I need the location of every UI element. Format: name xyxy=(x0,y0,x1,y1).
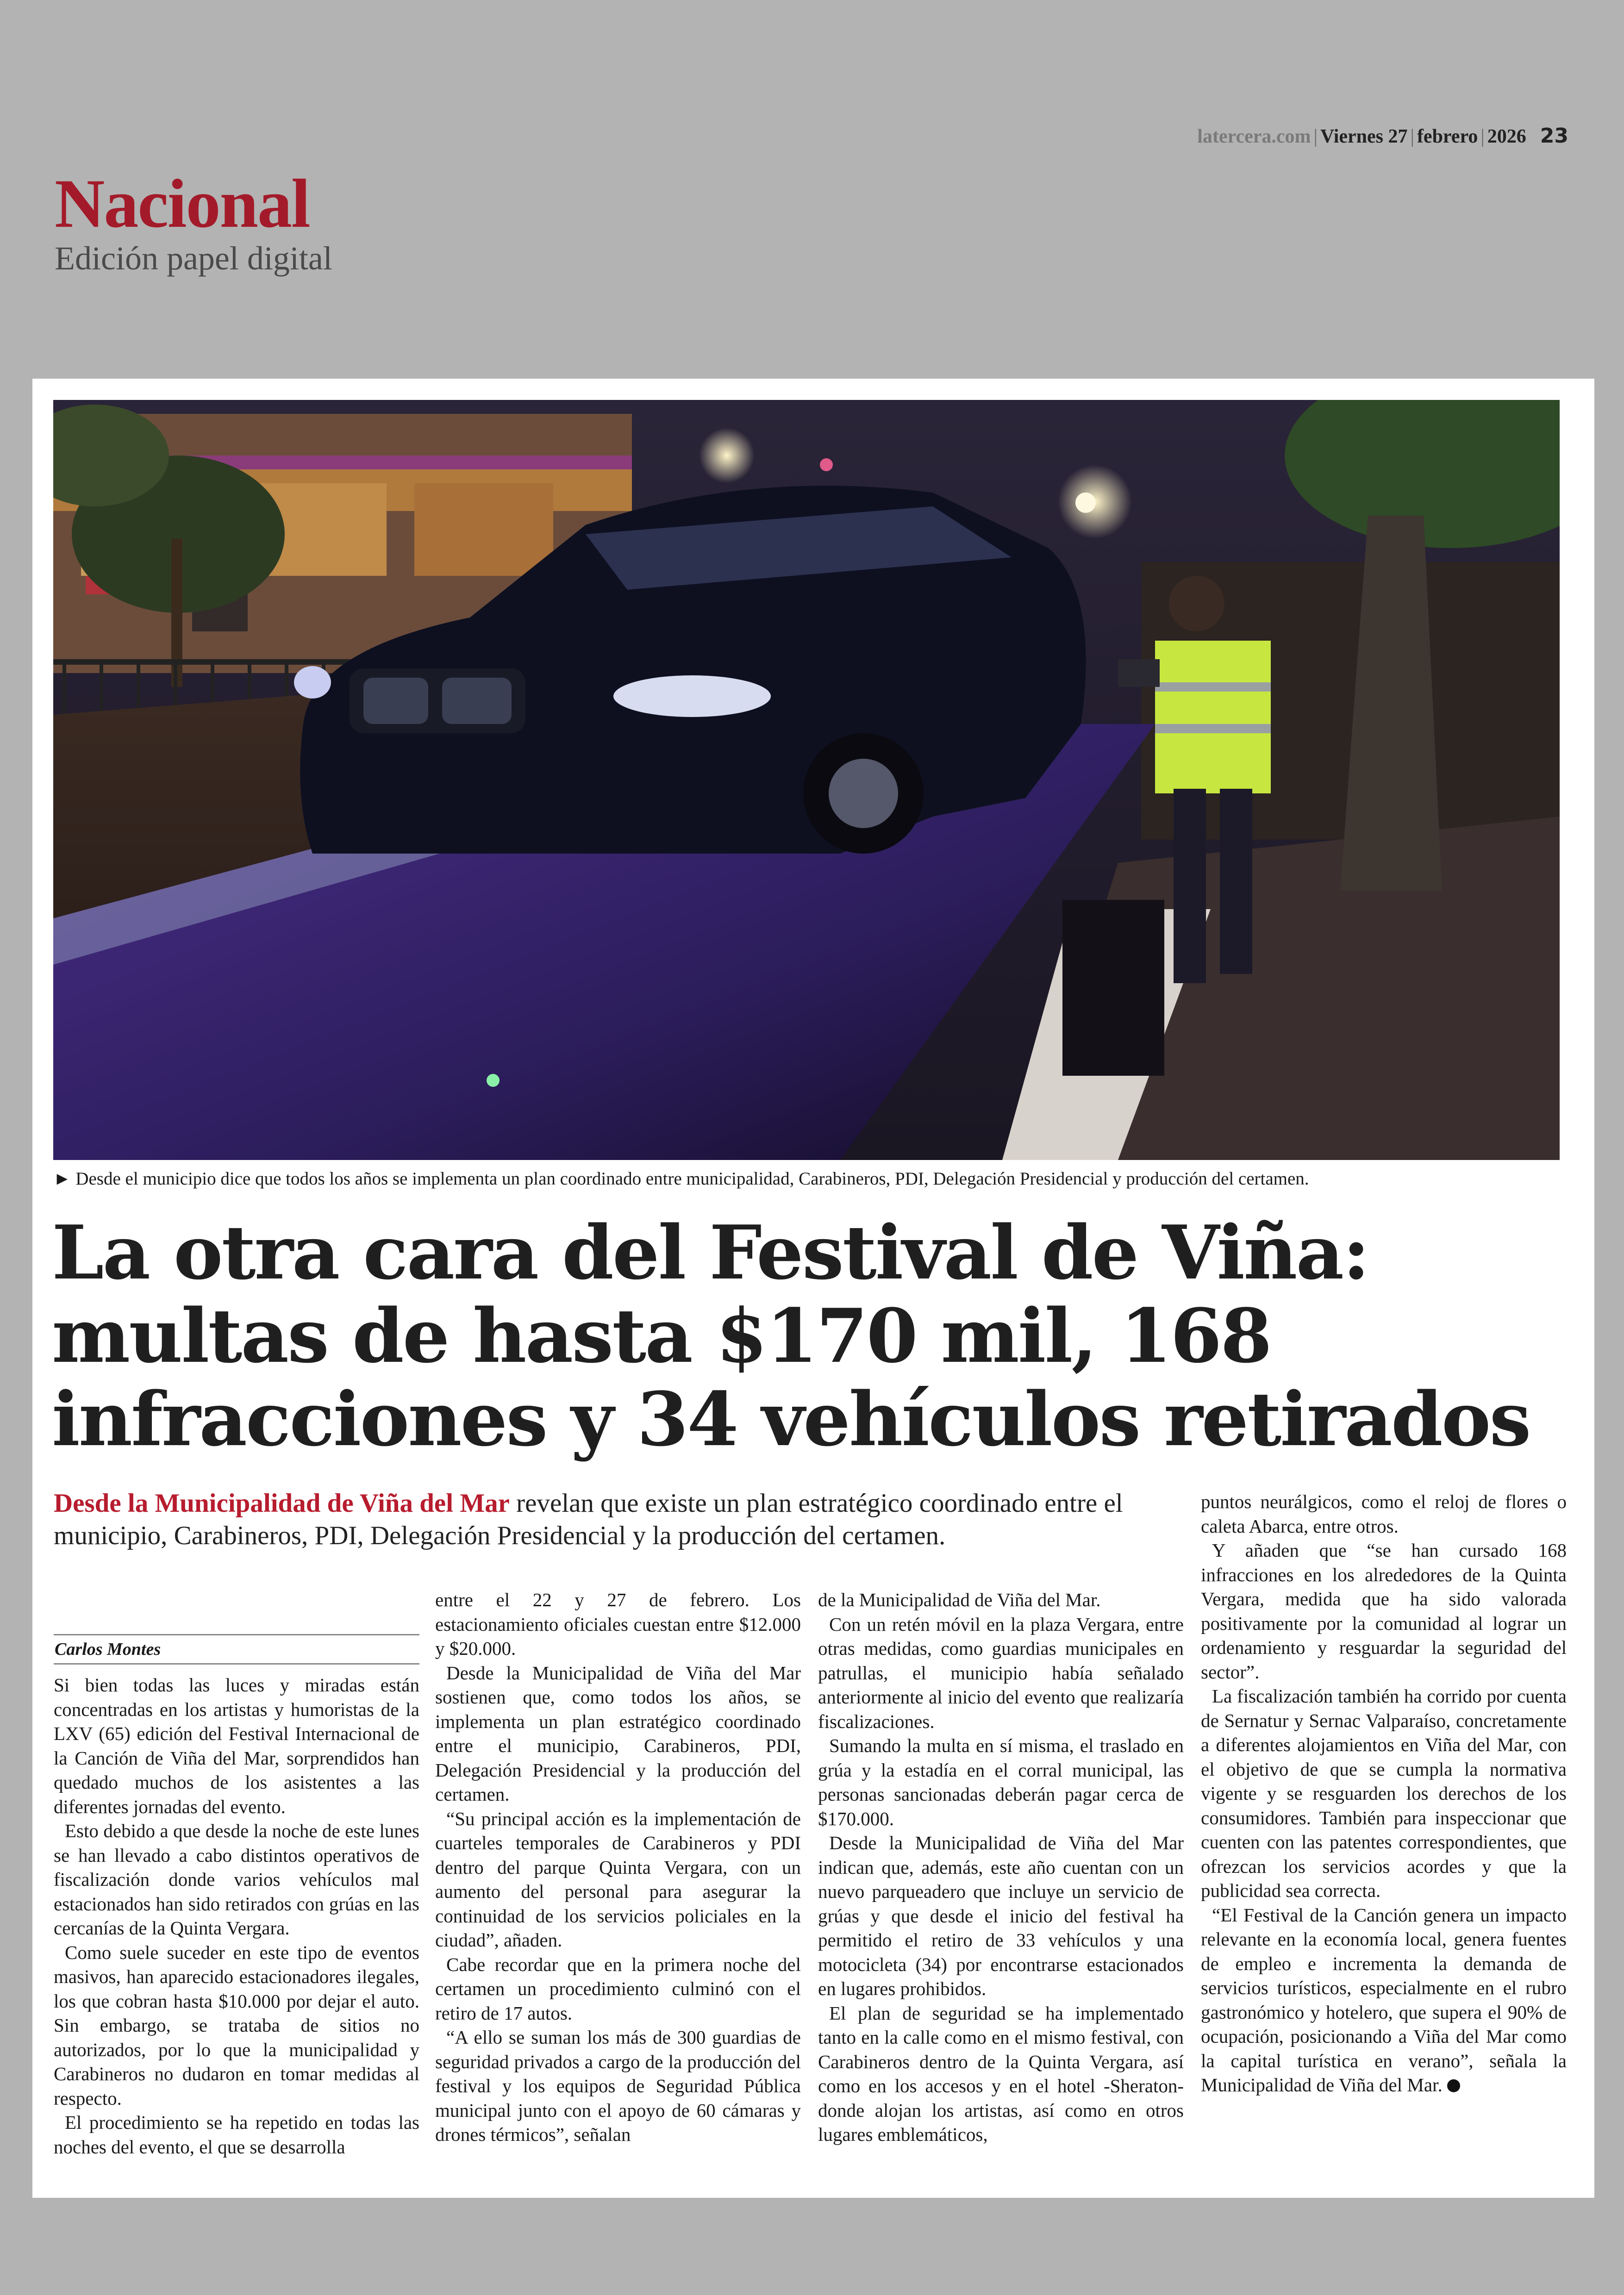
article-headline: La otra cara del Festival de Viña: multas de hasta $170 mil, 168 infracciones y 34 vehículos retirados xyxy=(52,1209,1530,1463)
page-number: 23 xyxy=(1540,124,1568,148)
paragraph: Desde la Municipalidad de Viña del Mar sostienen que, como todos los años, se implementa un plan estratégico coordinado entre el municipio, Carabineros, PDI, Delegación Presidencial y la producción del certamen. xyxy=(435,1662,801,1805)
deck-lead: Desde la Municipalidad de Viña del Mar xyxy=(54,1489,510,1518)
photo-illustration xyxy=(53,400,1560,1160)
photo-caption: ► Desde el municipio dice que todos los años se implementa un plan coordinado entre municipalidad, Carabineros, PDI, Delegación Presidencial y producción del certamen. xyxy=(53,1169,1309,1189)
end-mark-icon xyxy=(1447,2079,1460,2092)
deck-text: revelan que existe un plan estratégico coordinado entre el municipio, Carabineros, PDI, Delegación Presidencial y la producción del certamen. xyxy=(54,1489,1123,1550)
site-name: latercera.com xyxy=(1197,126,1311,147)
paragraph: “A ello se suman los más de 300 guardias de seguridad privados a cargo de la producción del festival y los equipos de Seguridad Pública municipal junto con el apoyo de 60 cámaras y drones térmicos”, señalan xyxy=(435,2027,801,2145)
paragraph: de la Municipalidad de Viña del Mar. xyxy=(818,1589,1101,1610)
byline: Carlos Montes xyxy=(54,1634,419,1665)
paragraph: Desde la Municipalidad de Viña del Mar indican que, además, este año cuentan con un nuevo parqueadero que incluye un servicio de grúas y que desde el inicio del festival ha permitido el retiro de 33 vehículos y una motocicleta (34) por encontrarse estacionados en lugares prohibidos. xyxy=(818,1832,1184,1999)
article-deck xyxy=(54,1487,1211,1552)
paragraph: Si bien todas las luces y miradas están concentradas en los artistas y humoristas de la LXV (65) edición del Festival Internacional de la Canción de Viña del Mar, sorprendidos han quedado muchos de los asistentes a las diferentes jornadas del evento. xyxy=(54,1674,419,1817)
paragraph: “Su principal acción es la implementación de cuarteles temporales de Carabineros y PDI dentro del parque Quinta Vergara, con un aumento del personal para asegurar la continuidad de los servicios policiales en la ciudad”, añaden. xyxy=(435,1808,801,1951)
paragraph: Esto debido a que desde la noche de este lunes se han llevado a cabo distintos operativos de fiscalización donde varios vehículos mal estacionados han sido retirados con grúas en las cercanías de la Quinta Vergara. xyxy=(54,1820,419,1939)
paragraph: entre el 22 y 27 de febrero. Los estacionamiento oficiales cuestan entre $12.000 y $20.000. xyxy=(435,1589,801,1659)
paragraph-text: “El Festival de la Canción genera un impacto relevante en la economía local, genera fuentes de empleo e incrementa la demanda de servicios turísticos, especialmente en el rubro gastronómico y hotelero, que supera el 90% de ocupación, posicionando a Viña del Mar como la capital turística en verano”, señala la Municipalidad de Viña del Mar. xyxy=(1201,1904,1567,2095)
paragraph: Cabe recordar que en la primera noche del certamen un procedimiento culminó con el retiro de 17 autos. xyxy=(435,1953,801,2024)
paragraph: Y añaden que “se han cursado 168 infracciones en los alrededores de la Quinta Vergara, medida que ha sido valorada positivamente por la comunidad al lograr un ordenamiento y resguardar la seguridad del sector”. xyxy=(1201,1540,1567,1683)
tow-truck-photo xyxy=(53,400,1560,1160)
paragraph: Sumando la multa en sí misma, el traslado en grúa y la estadía en el corral municipal, las personas sancionadas deberán pagar cerca de $170.000. xyxy=(818,1735,1184,1829)
paragraph: Con un retén móvil en la plaza Vergara, entre otras medidas, como guardias municipales en patrullas, el municipio había señalado anteriormente al inicio del evento que realizaría fiscalizaciones. xyxy=(818,1613,1184,1732)
date-month: febrero xyxy=(1417,126,1478,147)
paragraph: El procedimiento se ha repetido en todas las noches del evento, el que se desarrolla xyxy=(54,2112,419,2158)
article-column-2 xyxy=(435,1588,801,2147)
section-title: Nacional xyxy=(55,165,310,242)
newspaper-page xyxy=(32,379,1594,2198)
paragraph: La fiscalización también ha corrido por cuenta de Sernatur y Sernac Valparaíso, concretamente a diferentes alojamientos en Viña del Mar, con el objetivo de que se cumpla la normativa vigente y se resguarden los derechos de los consumidores. También para inspeccionar que cuenten con las patentes correspondientes, que ofrezcan los servicios acordes y que la publicidad sea correcta. xyxy=(1201,1685,1567,1901)
edition-label: Edición papel digital xyxy=(55,240,332,277)
paragraph: puntos neurálgicos, como el reloj de flores o caleta Abarca, entre otros. xyxy=(1201,1491,1567,1537)
paragraph xyxy=(1201,1903,1567,2097)
page-header-line: latercera.com | Viernes 27 | febrero | 2026 23 xyxy=(1197,124,1568,148)
paragraph: El plan de seguridad se ha implementado tanto en la calle como en el mismo festival, con Carabineros dentro de la Quinta Vergara, así como en los accesos y en el hotel -Sheraton- donde alojan los artistas, así como en otros lugares emblemáticos, xyxy=(818,2002,1184,2145)
article-column-4 xyxy=(1201,1490,1567,2097)
article-column-3 xyxy=(818,1588,1184,2147)
article-column-1 xyxy=(54,1634,419,2159)
date-year: 2026 xyxy=(1487,126,1526,147)
date-day: Viernes 27 xyxy=(1320,126,1408,147)
paragraph: Como suele suceder en este tipo de eventos masivos, han aparecido estacionadores ilegales, los que cobran hasta $10.000 por dejar el auto. Sin embargo, se trataba de sitios no autorizados, por lo que la municipalidad y Carabineros no dudaron en tomar medidas al respecto. xyxy=(54,1941,419,2109)
